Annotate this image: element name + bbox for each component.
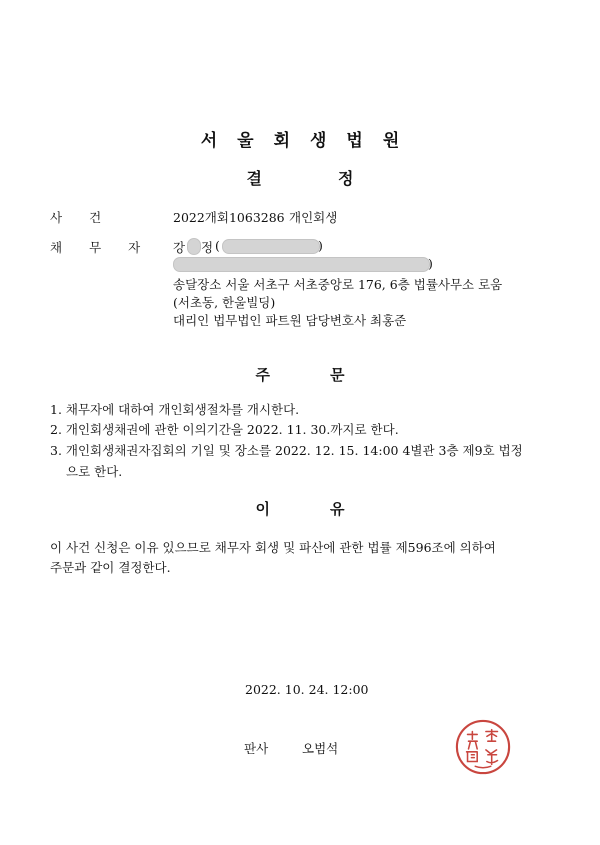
judge-title: 판사 <box>244 741 269 756</box>
reason-heading: 이유 <box>255 500 405 518</box>
reason-text: 이 사건 신청은 이유 있으므로 채무자 회생 및 파산에 관한 법률 제596조에 의하여 <box>50 540 496 555</box>
paren-close: ) <box>428 256 433 271</box>
order-item: 3. 개인회생채권자집회의 기일 및 장소를 2022. 12. 15. 14:00 4별관 3층 제9호 법정 <box>50 443 523 458</box>
redaction-mark <box>187 238 201 255</box>
decision-date: 2022. 10. 24. 12:00 <box>245 682 369 697</box>
case-label: 사건 <box>50 210 129 225</box>
order-item: 1. 채무자에 대하여 개인회생절차를 개시한다. <box>50 402 300 417</box>
paren-open: ( <box>215 238 220 253</box>
document-type: 결정 <box>246 169 430 188</box>
order-heading: 주문 <box>255 366 405 384</box>
order-item-continued: 으로 한다. <box>66 464 123 479</box>
redaction-mark <box>222 239 320 254</box>
case-type: 개인회생 <box>289 210 338 225</box>
judge-name: 오범석 <box>302 741 339 756</box>
debtor-name-last: 정 <box>201 240 214 255</box>
paren-close: ) <box>318 238 323 253</box>
order-item: 2. 개인회생채권에 관한 이의기간을 2022. 11. 30.까지로 한다. <box>50 422 399 437</box>
reason-text-continued: 주문과 같이 결정한다. <box>50 560 171 575</box>
judge-seal <box>454 718 512 776</box>
debtor-name-first: 강 <box>173 240 186 255</box>
service-place-continued: (서초동, 한울빌딩) <box>173 295 276 310</box>
debtor-label: 채무자 <box>50 240 168 255</box>
case-number: 2022개회1063286 <box>173 210 285 225</box>
redaction-mark <box>173 257 430 272</box>
court-name: 서울회생법원 <box>200 131 420 151</box>
service-place: 송달장소 서울 서초구 서초중앙로 176, 6층 법률사무소 로움 <box>173 277 503 292</box>
attorney: 대리인 법무법인 파트원 담당변호사 최홍준 <box>173 313 407 328</box>
